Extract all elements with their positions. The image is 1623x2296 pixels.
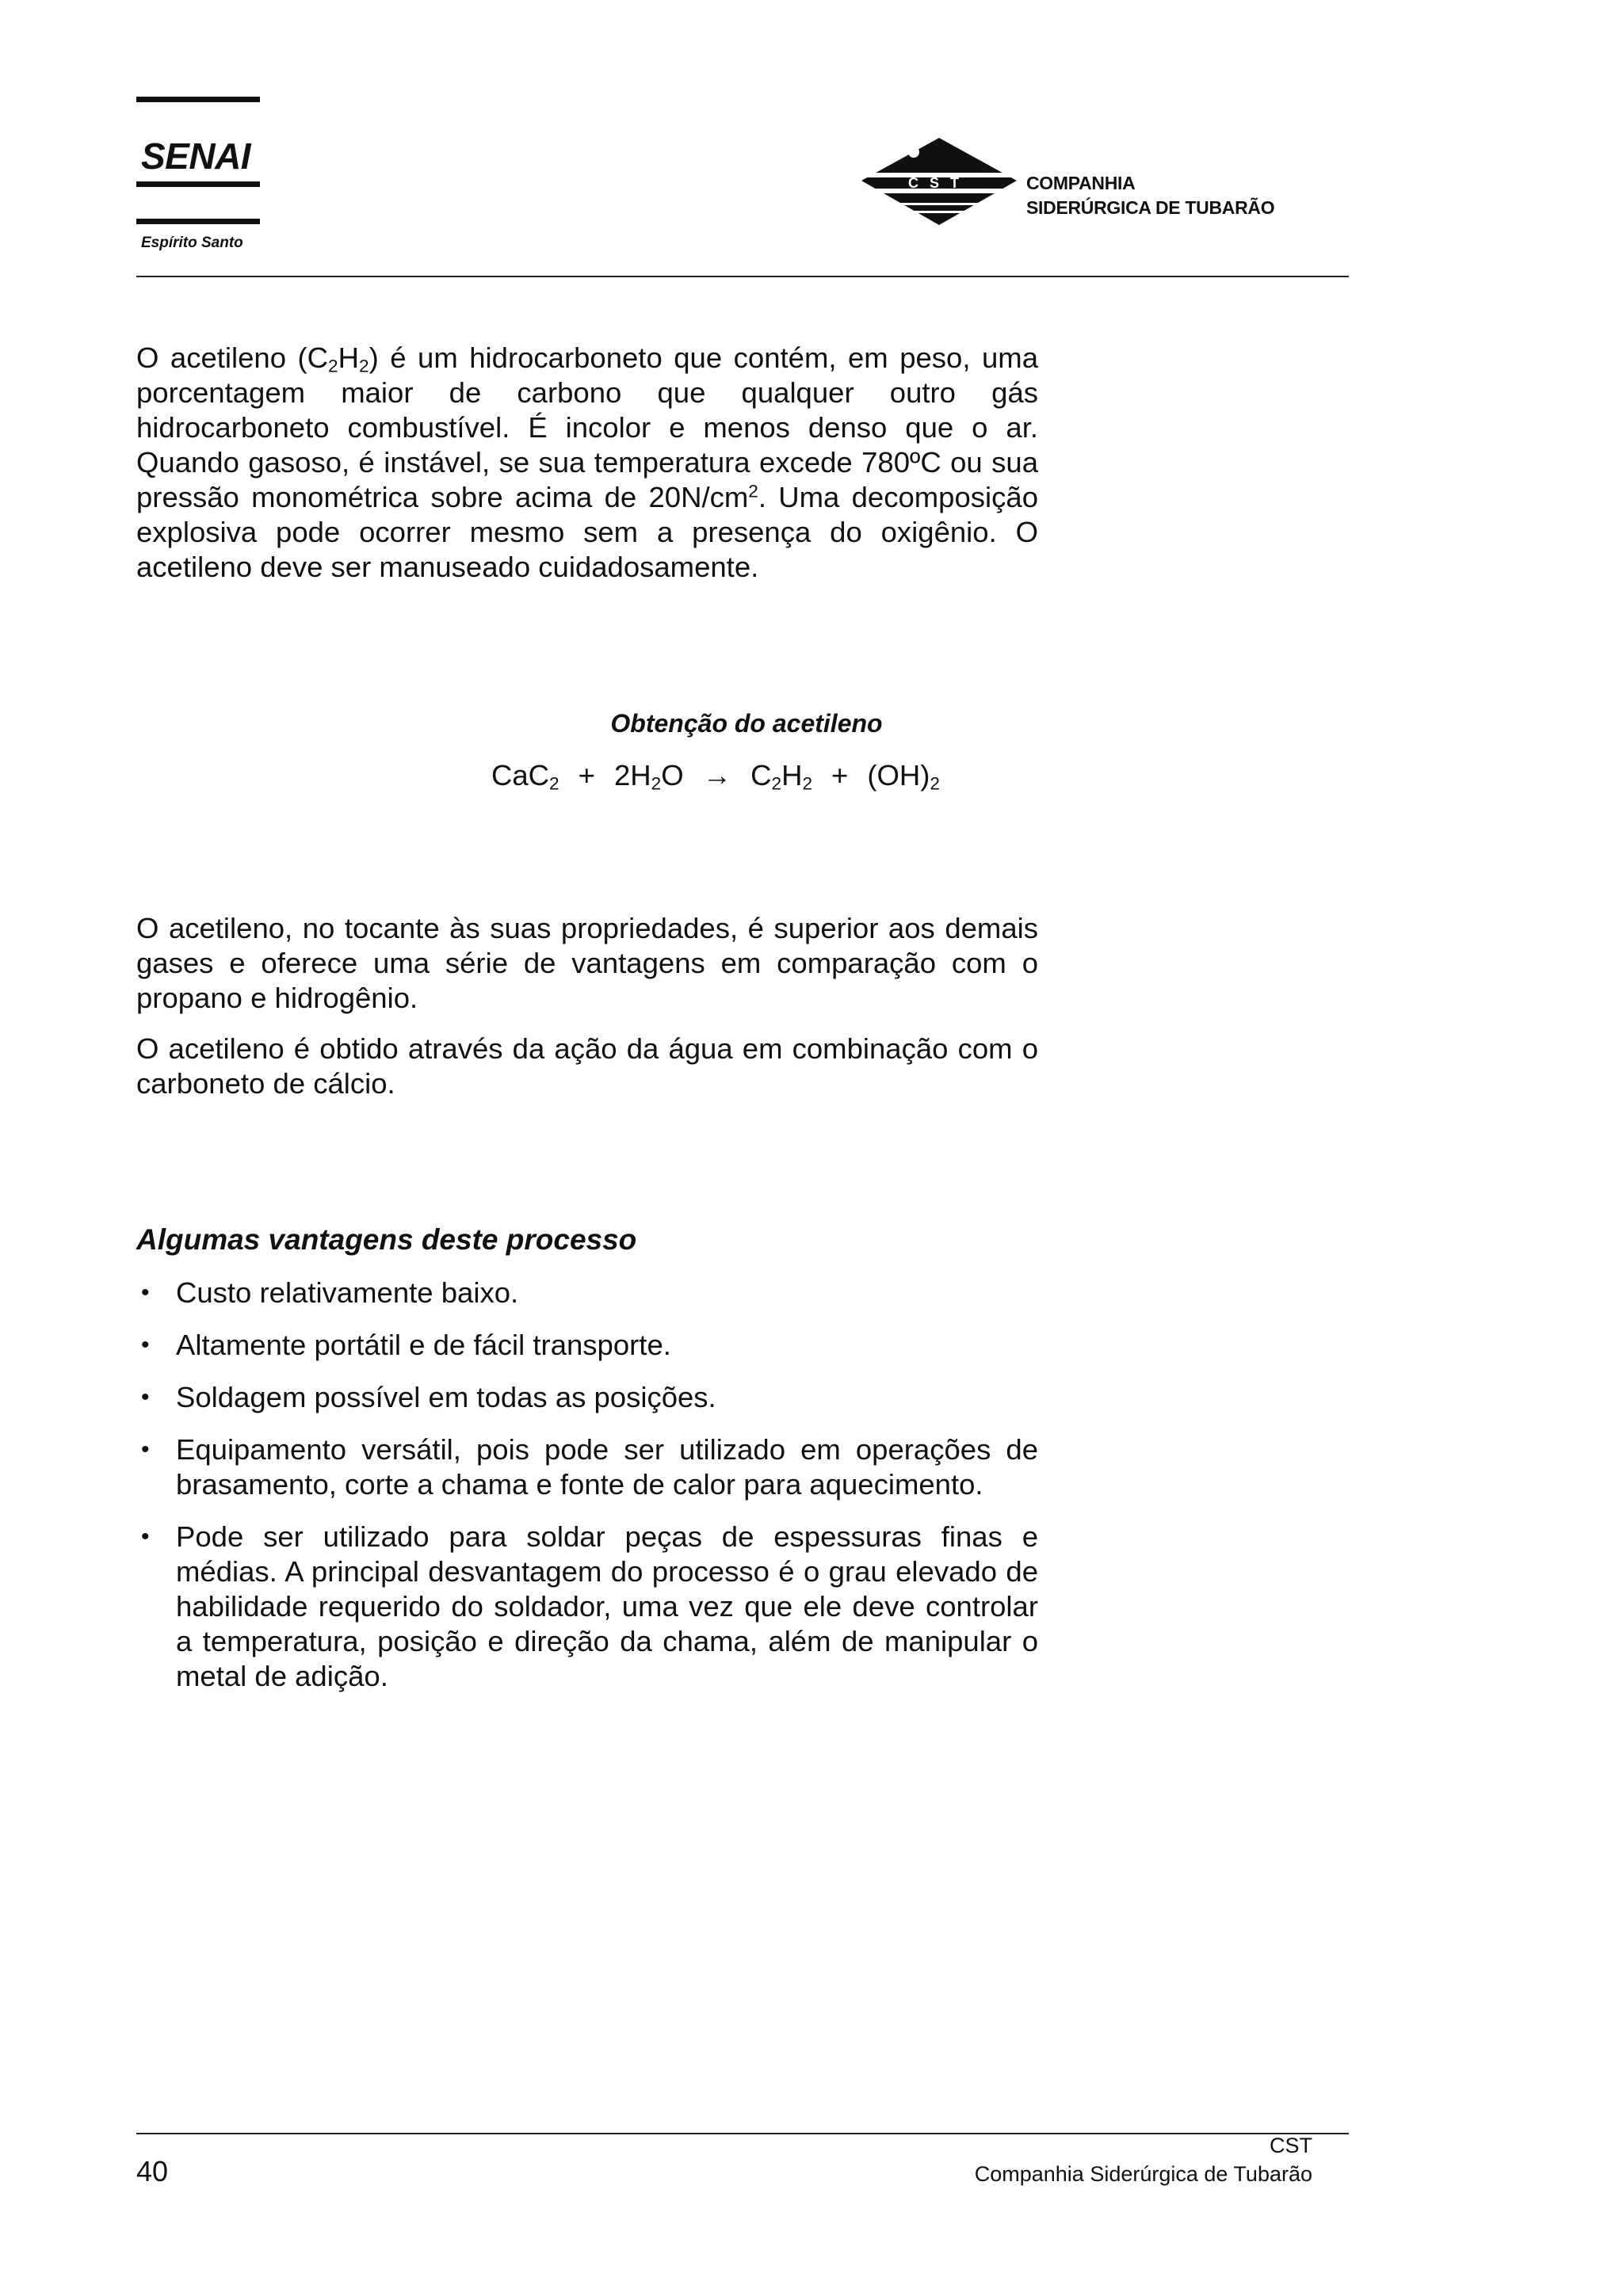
- cst-company-name: [1026, 171, 1274, 220]
- bullet-icon: •: [141, 1280, 150, 1306]
- properties-paragraph: O acetileno, no tocante às suas propriedades, é superior aos demais gases e oferece uma série de vantagens em comparação com o propano e hidrogênio.: [136, 912, 1038, 1014]
- equation-title: Obtenção do acetileno: [610, 709, 883, 738]
- formula-part: 2H: [613, 759, 651, 791]
- plus-sign: +: [831, 759, 849, 791]
- subscript: 2: [328, 356, 338, 376]
- formula-part: CaC: [491, 759, 550, 791]
- senai-logo-bar: [136, 219, 260, 224]
- intro-paragraph: [136, 341, 1038, 585]
- subscript: 2: [930, 773, 941, 794]
- cst-logo: [860, 136, 1319, 231]
- page-number: 40: [136, 2155, 169, 2187]
- list-item-text: Altamente portátil e de fácil transporte.: [176, 1329, 671, 1361]
- cst-name-line2: SIDERÚRGICA DE TUBARÃO: [1026, 197, 1275, 218]
- senai-logo-text: SENAI: [141, 135, 251, 177]
- formula-part: (OH): [867, 759, 930, 791]
- production-paragraph: O acetileno é obtido através da ação da água em combinação com o carboneto de cálcio.: [136, 1032, 1038, 1100]
- list-item: [136, 1520, 1038, 1694]
- senai-logo-bar: [136, 97, 260, 102]
- advantages-list: [136, 1276, 1038, 1711]
- list-item-text: Equipamento versátil, pois pode ser utilizado em operações de brasamento, corte a chama e fonte de calor para aquecimento.: [176, 1433, 1038, 1501]
- advantages-title: Algumas vantagens deste processo: [136, 1223, 637, 1256]
- chemical-equation: [491, 759, 940, 792]
- header-divider: [136, 276, 1349, 277]
- formula-part: H: [781, 759, 803, 791]
- reaction-arrow-icon: →: [702, 759, 732, 791]
- text-run: . Uma decomposição explosiva pode ocorrer mesmo sem a presença do oxigênio. O acetileno deve ser manuseado cuidadosamente.: [136, 481, 1038, 583]
- list-item: [136, 1432, 1038, 1502]
- bullet-icon: •: [141, 1332, 150, 1358]
- list-item: [136, 1328, 1038, 1363]
- list-item: [136, 1380, 1038, 1415]
- superscript: 2: [748, 481, 758, 502]
- text-run: ) é um hidrocarboneto que contém, em peso, uma porcentagem maior de carbono que qualquer outro gás hidrocarboneto combustível. É incolor e menos denso que o ar. Quando gasoso, é instável, se sua temperatura excede 780ºC ou sua pressão monométrica sobre acima de 20N/cm: [136, 341, 1039, 513]
- list-item-text: Custo relativamente baixo.: [176, 1276, 519, 1309]
- subscript: 2: [651, 773, 662, 794]
- list-item-text: Pode ser utilizado para soldar peças de espessuras finas e médias. A principal desvantagem do processo é o grau elevado de habilidade requerido do soldador, uma vez que ele deve controlar a temperatura, posição e direção da chama, além de manipular o metal de adição.: [176, 1520, 1038, 1692]
- svg-text:CST: CST: [908, 175, 970, 191]
- senai-state-label: Espírito Santo: [141, 235, 243, 251]
- bullet-icon: •: [141, 1524, 150, 1550]
- list-item: [136, 1276, 1038, 1310]
- cst-name-line1: COMPANHIA: [1026, 173, 1136, 193]
- senai-logo: [136, 97, 260, 255]
- subscript: 2: [358, 356, 369, 376]
- cst-emblem-icon: [860, 136, 1018, 231]
- formula-part: C: [750, 759, 772, 791]
- text-run: O acetileno (C: [136, 341, 329, 374]
- plus-sign: +: [578, 759, 595, 791]
- bullet-icon: •: [141, 1384, 150, 1410]
- subscript: 2: [802, 773, 813, 794]
- subscript: 2: [771, 773, 782, 794]
- footer-org: [975, 2131, 1312, 2188]
- list-item-text: Soldagem possível em todas as posições.: [176, 1381, 716, 1413]
- subscript: 2: [549, 773, 559, 794]
- bullet-icon: •: [141, 1436, 150, 1463]
- footer-org-short: CST: [1270, 2134, 1312, 2157]
- formula-part: O: [661, 759, 684, 791]
- senai-logo-bar: [136, 181, 260, 187]
- footer-org-full: Companhia Siderúrgica de Tubarão: [974, 2162, 1312, 2186]
- text-run: H: [338, 341, 359, 374]
